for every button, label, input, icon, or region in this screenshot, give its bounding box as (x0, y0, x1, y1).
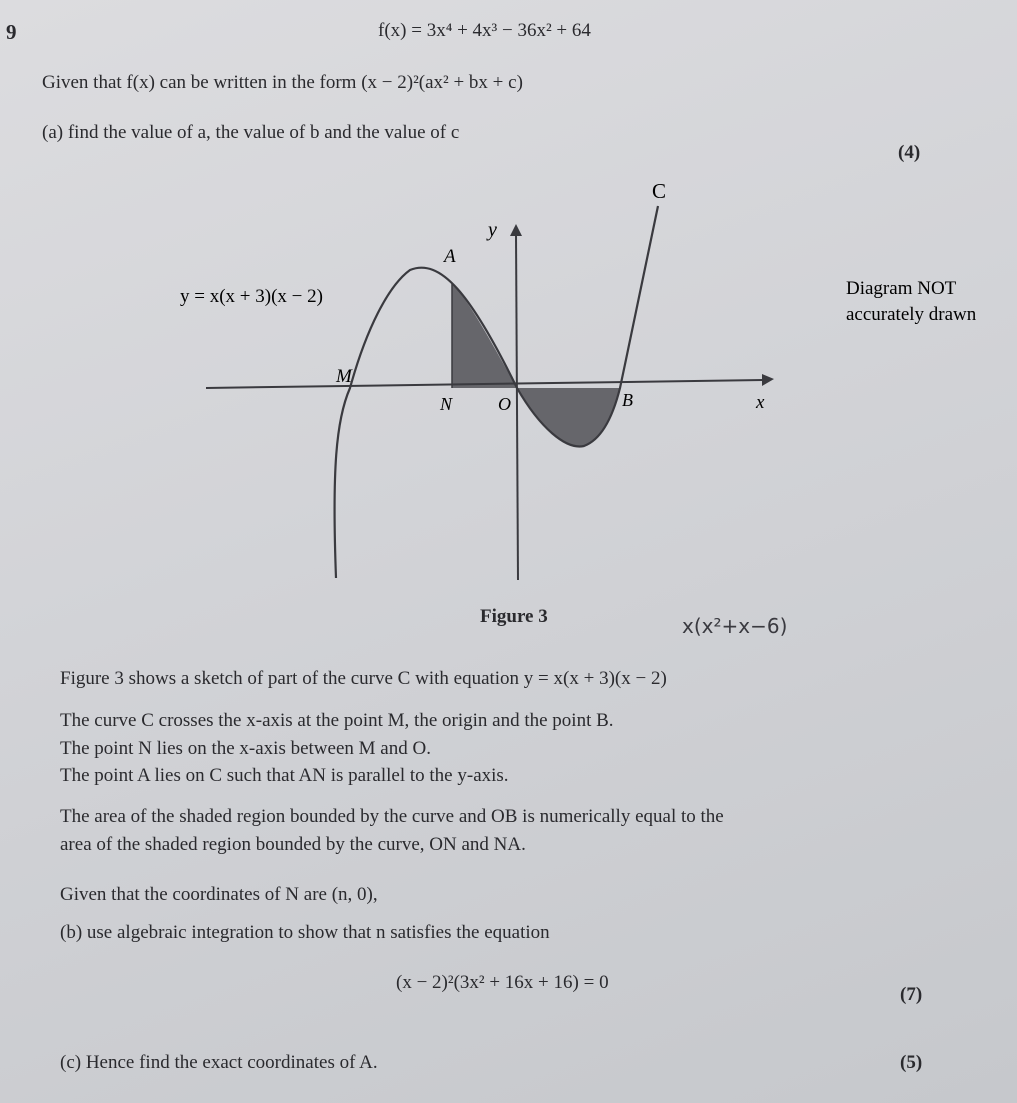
given-statement: Given that f(x) can be written in the form (x − 2)²(ax² + bx + c) (42, 72, 523, 93)
question-number: 9 (6, 20, 17, 44)
text-line-2: The point N lies on the x-axis between M and O. (60, 738, 431, 759)
label-N: N (440, 394, 453, 414)
shaded-region-left (452, 284, 517, 388)
label-O: O (498, 394, 511, 414)
label-x: x (756, 392, 765, 413)
label-M: M (336, 366, 352, 387)
label-A: A (444, 246, 456, 267)
text-line-3: The point A lies on C such that AN is parallel to the y-axis. (60, 765, 509, 786)
label-C: C (652, 179, 667, 203)
label-y: y (488, 219, 497, 241)
part-a-marks: (4) (898, 142, 921, 163)
y-axis-arrow (510, 224, 522, 236)
shaded-region-right (517, 388, 620, 446)
handwritten-note: x(x²+x−6) (682, 614, 788, 638)
part-c-marks: (5) (900, 1052, 923, 1073)
text-line-1: The curve C crosses the x-axis at the point M, the origin and the point B. (60, 710, 614, 731)
note-line-2: accurately drawn (846, 304, 977, 325)
curve-equation-label: y = x(x + 3)(x − 2) (180, 286, 323, 307)
text-line-4: The area of the shaded region bounded by the curve and OB is numerically equal to the (60, 806, 724, 827)
part-b-equation: (x − 2)²(3x² + 16x + 16) = 0 (396, 972, 609, 993)
y-axis (516, 234, 518, 580)
part-b-marks: (7) (900, 984, 923, 1005)
intro-text: Figure 3 shows a sketch of part of the curve C with equation y = x(x + 3)(x − 2) (60, 668, 667, 689)
label-B: B (622, 390, 633, 410)
part-c-text: (c) Hence find the exact coordinates of A. (60, 1052, 378, 1073)
text-line-5: area of the shaded region bounded by the curve, ON and NA. (60, 834, 526, 855)
function-definition: f(x) = 3x⁴ + 4x³ − 36x² + 64 (378, 20, 591, 41)
x-axis-arrow (762, 374, 774, 386)
figure-caption: Figure 3 (480, 606, 548, 627)
part-a-text: (a) find the value of a, the value of b and the value of c (42, 122, 460, 143)
note-line-1: Diagram NOT (846, 278, 957, 299)
part-b-text: (b) use algebraic integration to show that n satisfies the equation (60, 922, 550, 943)
text-line-6: Given that the coordinates of N are (n, 0), (60, 884, 378, 905)
